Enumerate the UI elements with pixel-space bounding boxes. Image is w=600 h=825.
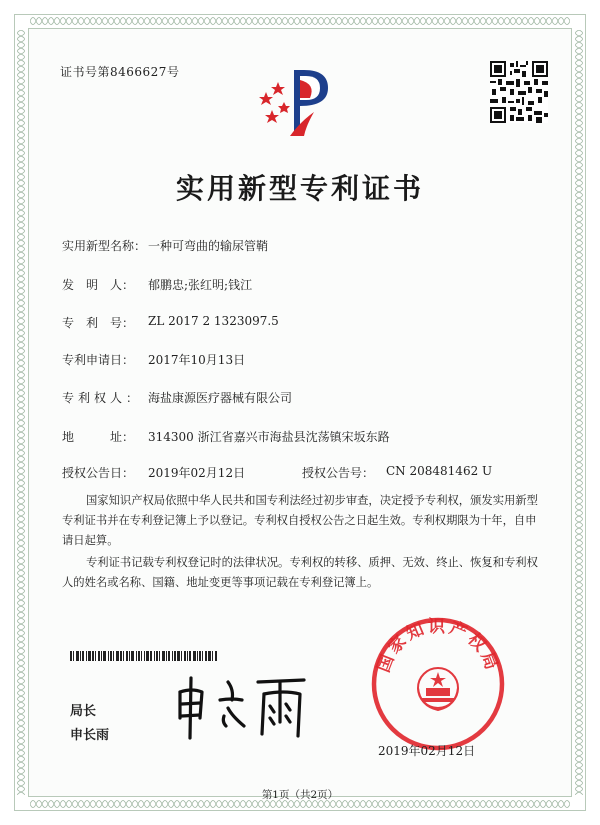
director-signature-icon xyxy=(172,670,312,740)
patent-number: ZL 2017 2 1323097.5 xyxy=(148,314,279,328)
grant-number: CN 208481462 U xyxy=(386,464,493,478)
utility-model-name-label: 实用新型名称： xyxy=(62,239,147,253)
address-label: 地 址： xyxy=(62,430,135,444)
director-title: 局长 xyxy=(70,704,97,719)
seal-date: 2019年02月12日 xyxy=(378,744,476,758)
certificate-title: 实用新型专利证书 xyxy=(175,172,424,205)
filing-date: 2017年10月13日 xyxy=(148,353,246,367)
inventor: 郁鹏忠;张红明;钱江 xyxy=(148,278,253,292)
director-name: 申长雨 xyxy=(70,728,110,743)
page-number: 第1页（共2页） xyxy=(261,789,339,801)
grant-date: 2019年02月12日 xyxy=(148,466,246,480)
legal-status-paragraph: 专利证书记载专利权登记时的法律状况。专利权的转移、质押、无效、终止、恢复和专利权人的姓名或名称、国籍、地址变更等事项记载在专利登记簿上。 xyxy=(62,556,538,589)
svg-text:国家知识产权局 xyxy=(374,617,503,675)
seal-text: 国家知识产权局 xyxy=(373,617,503,676)
address: 314300 浙江省嘉兴市海盐县沈荡镇宋坂东路 xyxy=(148,430,390,444)
guilloche-left-border xyxy=(14,30,28,795)
grant-statement-paragraph: 国家知识产权局依照中华人民共和国专利法经过初步审查，决定授予专利权，颁发实用新型专利证书并在专利登记簿上予以登记。专利权自授权公告之日起生效。专利权期限为十年，自申请日起算。 xyxy=(62,494,538,547)
filing-date-label: 专利申请日： xyxy=(62,353,135,367)
inventor-label: 发 明 人： xyxy=(62,278,135,292)
certificate-number: 证书号第8466627号 xyxy=(60,65,180,79)
guilloche-top-border xyxy=(30,14,570,28)
barcode-icon xyxy=(70,651,260,661)
patent-number-label: 专 利 号： xyxy=(62,316,135,330)
grant-date-label: 授权公告日： xyxy=(62,466,135,480)
patent-office-emblem-icon xyxy=(256,62,344,142)
grant-number-label: 授权公告号： xyxy=(302,466,375,480)
qr-code-icon xyxy=(490,61,548,123)
patentee-label: 专利权人： xyxy=(62,391,143,405)
guilloche-right-border xyxy=(572,30,586,795)
patentee: 海盐康源医疗器械有限公司 xyxy=(148,391,293,405)
utility-model-name: 一种可弯曲的输尿管鞘 xyxy=(148,239,269,253)
official-seal-icon xyxy=(370,616,506,752)
